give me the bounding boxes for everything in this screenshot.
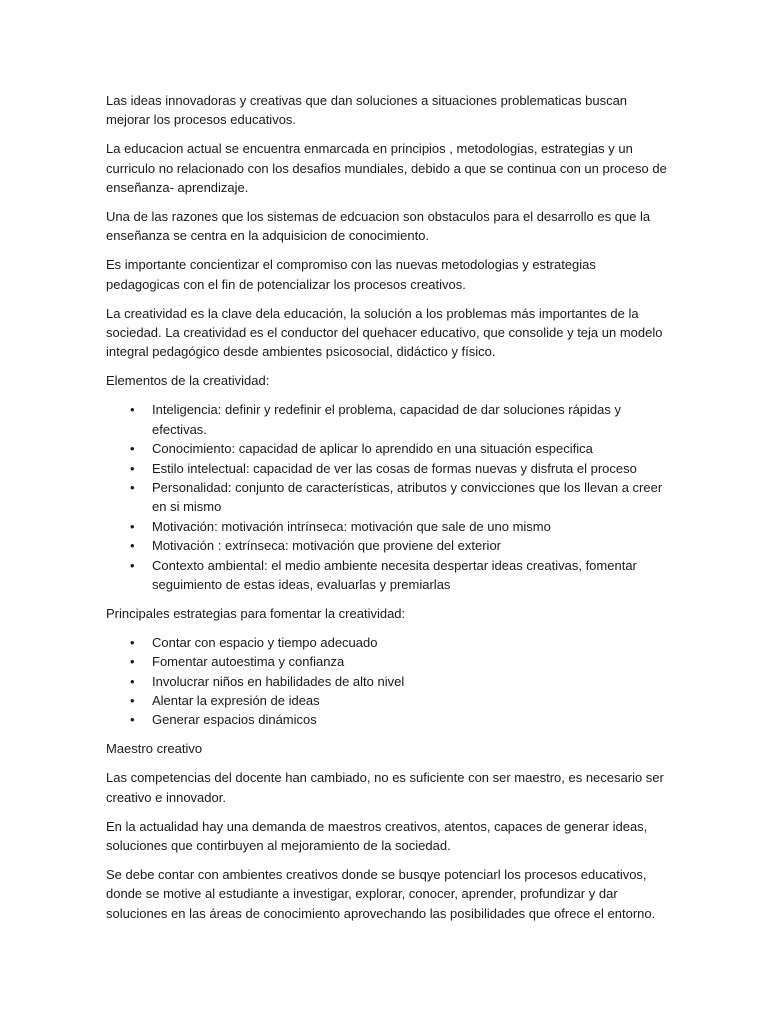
bullet-icon: • (130, 479, 135, 495)
list-item (130, 556, 668, 595)
list-item-text: Involucrar niños en habilidades de alto nivel (152, 673, 405, 689)
list-item-text: Fomentar autoestima y confianza (152, 654, 345, 670)
paragraph-intro-2: La educacion actual se encuentra enmarcada en principios , metodologias, estrategias y un curriculo no relacionado con los desafios mundiales, debido a que se continua con un proceso de enseñanza- aprendizaje. (106, 141, 667, 196)
paragraph-intro-3: Una de las razones que los sistemas de edcuacion son obstaculos para el desarrollo es que la enseñanza se centra en la adquisicion de conocimiento. (106, 209, 651, 244)
list-item-text: Alentar la expresión de ideas (152, 692, 320, 708)
list-item (130, 691, 668, 710)
paragraph-intro-4: Es importante concientizar el compromiso con las nuevas metodologias y estrategias pedagogicas con el fin de potencializar los procesos creativos. (106, 257, 596, 292)
bullet-icon: • (130, 654, 135, 670)
bullet-icon: • (130, 692, 135, 708)
list-item (130, 672, 668, 691)
list-item (130, 478, 668, 517)
bullet-icon: • (130, 538, 135, 554)
bullet-icon: • (130, 518, 135, 534)
list-item (130, 400, 668, 439)
bullet-icon: • (130, 634, 135, 650)
paragraph-teacher-3: Se debe contar con ambientes creativos donde se busqye potenciarl los procesos educativos, donde se motive al estudiante a investigar, explorar, conocer, aprender, profundizar y dar soluciones en las áreas de conocimiento aprovechando las posibilidades que ofrece el entorno. (106, 866, 656, 921)
list-item (130, 517, 668, 536)
list-item (130, 459, 668, 478)
list-item (130, 633, 668, 652)
list-item-text: Estilo intelectual: capacidad de ver las cosas de formas nuevas y disfruta el proceso (152, 460, 637, 476)
list-item (130, 536, 668, 555)
paragraph-intro-5: La creatividad es la clave dela educación, la solución a los problemas más importantes de la sociedad. La creatividad es el conductor del quehacer educativo, que consolide y teja un modelo integral pedagógico desde ambientes psicosocial, didáctico y físico. (106, 305, 663, 360)
elements-heading: Elementos de la creatividad: (106, 373, 270, 389)
list-item-text: Conocimiento: capacidad de aplicar lo aprendido en una situación especifica (152, 441, 593, 457)
list-item-text: Contexto ambiental: el medio ambiente necesita despertar ideas creativas, fomentar seguimiento de estas ideas, evaluarlas y premiarlas (152, 557, 637, 592)
bullet-icon: • (130, 460, 135, 476)
list-item-text: Generar espacios dinámicos (152, 712, 317, 728)
bullet-icon: • (130, 673, 135, 689)
strategies-heading: Principales estrategias para fomentar la creatividad: (106, 605, 406, 621)
list-item (130, 652, 668, 671)
list-item-text: Inteligencia: definir y redefinir el problema, capacidad de dar soluciones rápidas y efectivas. (152, 402, 621, 437)
strategies-list (106, 633, 668, 730)
bullet-icon: • (130, 712, 135, 728)
list-item (130, 439, 668, 458)
paragraph-intro-1: Las ideas innovadoras y creativas que dan soluciones a situaciones problematicas buscan mejorar los procesos educativos. (106, 93, 628, 128)
list-item-text: Motivación: motivación intrínseca: motivación que sale de uno mismo (152, 518, 551, 534)
elements-list (106, 400, 668, 594)
bullet-icon: • (130, 557, 135, 573)
bullet-icon: • (130, 402, 135, 418)
list-item (130, 710, 668, 729)
bullet-icon: • (130, 441, 135, 457)
list-item-text: Contar con espacio y tiempo adecuado (152, 634, 378, 650)
list-item-text: Motivación : extrínseca: motivación que proviene del exterior (152, 538, 502, 554)
teacher-heading: Maestro creativo (106, 741, 203, 757)
paragraph-teacher-1: Las competencias del docente han cambiado, no es suficiente con ser maestro, es necesario ser creativo e innovador. (106, 770, 664, 805)
list-item-text: Personalidad: conjunto de características, atributos y convicciones que los llevan a creer en si mismo (152, 479, 663, 515)
paragraph-teacher-2: En la actualidad hay una demanda de maestros creativos, atentos, capaces de generar ideas, soluciones que contirbuyen al mejoramiento de la sociedad. (106, 818, 648, 853)
